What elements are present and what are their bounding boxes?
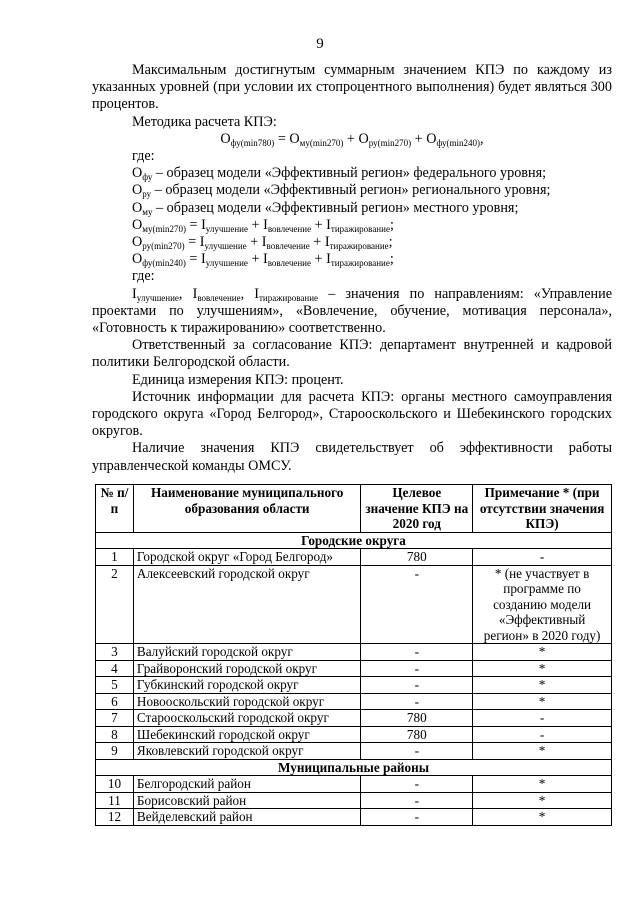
cell-note: * (не участвует в программе по созданию модели «Эффективный регион» в 2020 году) — [473, 565, 612, 644]
cell-note: * — [473, 693, 612, 710]
table-row — [96, 792, 612, 809]
definition-ru: $О_{ру}$ – образец модели «Эффективный регион» регионального уровня; — [132, 182, 551, 200]
cell-num: 4 — [96, 660, 134, 677]
cell-note: * — [473, 809, 612, 826]
cell-name: Новооскольский городской округ — [133, 693, 360, 710]
cell-name: Вейделевский район — [133, 809, 360, 826]
header-note: Примечание * (при отсутствии значения КПЭ) — [473, 485, 612, 533]
table-row — [96, 693, 612, 710]
cell-note: * — [473, 776, 612, 793]
paragraph-responsible: Ответственный за согласование КПЭ: департамент внутренней и кадровой политики Белгородской области. — [92, 337, 612, 371]
cell-note: - — [473, 726, 612, 743]
table-row — [96, 644, 612, 661]
cell-note: * — [473, 792, 612, 809]
cell-target: - — [361, 565, 473, 644]
cell-target: - — [361, 644, 473, 661]
cell-note: - — [473, 710, 612, 727]
cell-num: 7 — [96, 710, 134, 727]
table-row — [96, 565, 612, 644]
cell-target: - — [361, 677, 473, 694]
paragraph-method: Методика расчета КПЭ: — [132, 113, 277, 130]
cell-num: 5 — [96, 677, 134, 694]
cell-target: - — [361, 660, 473, 677]
cell-num: 1 — [96, 549, 134, 566]
cell-num: 3 — [96, 644, 134, 661]
cell-target: - — [361, 809, 473, 826]
table-row — [96, 549, 612, 566]
cell-num: 2 — [96, 565, 134, 644]
paragraph-effectiveness: Наличие значения КПЭ свидетельствует об эффективности работы управленческой команды ОМСУ. — [92, 440, 612, 474]
section-row-municipal-districts: Муниципальные районы — [96, 759, 612, 776]
cell-name: Грайворонский городской округ — [133, 660, 360, 677]
paragraph-source: Источник информации для расчета КПЭ: органы местного самоуправления городского округа «Город Белгород», Старооскольского и Шебекинского городских округов. — [92, 388, 612, 440]
where-label-2: где: — [132, 268, 155, 285]
cell-name: Борисовский район — [133, 792, 360, 809]
cell-num: 6 — [96, 693, 134, 710]
paragraph-directions: $I_{улучшение}$, $I_{вовлечение}$, $I_{тиражирование}$ – значения по направлениям: «Управление проектами по улучшениям», «Вовлечение, обучение, мотивация персонала», «Готовность к тиражированию» соответственно. — [92, 285, 613, 337]
formula-fu: $О_{фу(min240)} = I_{улучшение} + I_{вовлечение} + I_{тиражирование}$; — [132, 251, 394, 269]
cell-name: Белгородский район — [133, 776, 360, 793]
body-text — [92, 62, 612, 475]
table-row — [96, 776, 612, 793]
cell-note: - — [473, 549, 612, 566]
cell-target: 780 — [361, 726, 473, 743]
cell-note: * — [473, 743, 612, 760]
cell-name: Городской округ «Город Белгород» — [133, 549, 360, 566]
table-row — [96, 660, 612, 677]
cell-name: Яковлевский городской округ — [133, 743, 360, 760]
cell-target: - — [361, 776, 473, 793]
header-name: Наименование муниципального образования области — [133, 485, 360, 533]
paragraph-max-value: Максимальным достигнутым суммарным значением КПЭ по каждому из указанных уровней (при условии их стопроцентного выполнения) будет являться 300 процентов. — [92, 62, 612, 113]
where-label-1: где: — [132, 148, 155, 165]
page-number: 9 — [316, 36, 324, 52]
cell-num: 11 — [96, 792, 134, 809]
definition-mu: $О_{му}$ – образец модели «Эффективный регион» местного уровня; — [132, 199, 519, 217]
table-row — [96, 809, 612, 826]
formula-ru: $О_{ру(min270)} = I_{улучшение} + I_{вовлечение} + I_{тиражирование}$; — [132, 234, 393, 252]
cell-name: Валуйский городской округ — [133, 644, 360, 661]
cell-note: * — [473, 660, 612, 677]
formula-mu: $О_{му(min270)} = I_{улучшение} + I_{вовлечение} + I_{тиражирование}$; — [132, 216, 394, 234]
cell-target: - — [361, 743, 473, 760]
table-row — [96, 710, 612, 727]
definition-fu: $О_{фу}$ – образец модели «Эффективный регион» федерального уровня; — [132, 165, 547, 183]
table-row — [96, 726, 612, 743]
cell-name: Алексеевский городской округ — [133, 565, 360, 644]
header-num: № п/п — [96, 485, 134, 533]
table-row — [96, 743, 612, 760]
paragraph-unit: Единица измерения КПЭ: процент. — [132, 371, 344, 388]
cell-num: 10 — [96, 776, 134, 793]
table-row — [96, 677, 612, 694]
cell-num: 8 — [96, 726, 134, 743]
header-target: Целевое значение КПЭ на 2020 год — [361, 485, 473, 533]
cell-target: - — [361, 792, 473, 809]
cell-name: Старооскольский городской округ — [133, 710, 360, 727]
cell-num: 9 — [96, 743, 134, 760]
table-header-row — [96, 485, 612, 533]
cell-num: 12 — [96, 809, 134, 826]
formula-main: $О_{фу(min780)} = О_{му(min270)} + О_{ру(min270)} + О_{фу(min240)}$, — [220, 130, 484, 148]
cell-target: 780 — [361, 549, 473, 566]
cell-name: Губкинский городской округ — [133, 677, 360, 694]
cell-note: * — [473, 644, 612, 661]
cell-note: * — [473, 677, 612, 694]
kpi-table — [95, 484, 612, 826]
table-body — [96, 532, 612, 825]
cell-target: 780 — [361, 710, 473, 727]
cell-target: - — [361, 693, 473, 710]
cell-name: Шебекинский городской округ — [133, 726, 360, 743]
section-row-city-districts: Городские округа — [96, 532, 612, 549]
